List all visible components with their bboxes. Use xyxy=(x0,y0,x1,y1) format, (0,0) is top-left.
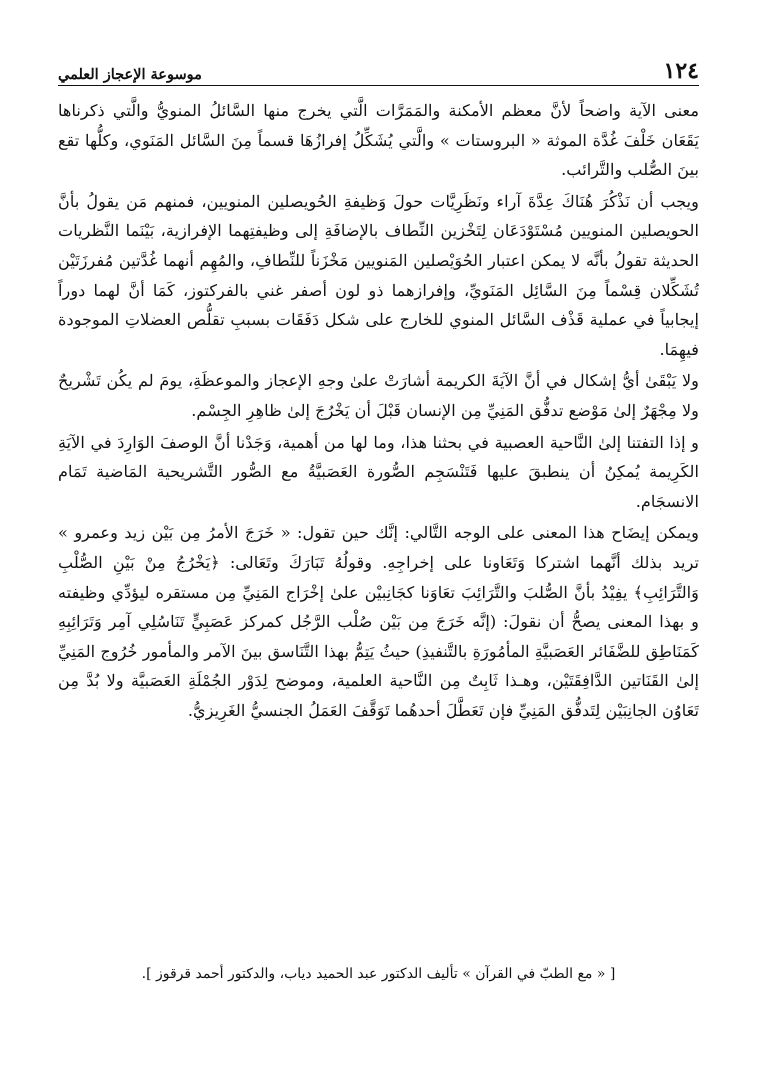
paragraph-5: ويمكن إيضَاح هذا المعنى على الوجه التَّالي: إنَّك حين تقول: « خَرَجَ الأمرُ مِن بَيْن زيد وعمرو » تريد بذلك أنَّهما اشتركا وَتَعَاونا على إخراجِهِ. وقولُهُ تَبَارَكَ وتَعَالى: ﴿يَخْرُجُ مِنْ بَيْنِ الصُّلْبِ وَالتَّرَائِبِ﴾ يفِيْدُ بأنَّ الصُّلبَ والتَّرَائِبَ تعَاوَنا كجَانِبيْن علىٰ إخْرَاج المَنِيِّ مِن مستقره ليؤدِّي وظيفته و بهذا المعنى يصحُّ أن نقولَ: (إنَّه خَرَجَ مِن بَيْن صُلْب الرَّجُل كمركز عَصَبِيٍّ تَنَاسُلِي آمِر وَتَرَائِبِهِ كَمَنَاطِق للضَّفَائر العَصَبيَّةِ المأمُورَةِ بالتَّنفيذِ) حيثُ يَتِمُّ بهذا التَّنَاسق بينَ الآمر والمأمور خُرُوج المَنِيِّ إلىٰ القَنَاتين الدَّافِقَتَيْن، وهـذا ثَابِتٌ مِن النَّاحية العلمية، وموضح لِدَوْر الجُمْلَةِ العَصَبيَّة ولا بُدَّ مِن تَعَاوُن الجانِبَيْن لِتَدفُّق المَنِيِّ فإن تَعَطَّلَ أحدهُما تَوَقَّفَ العَمَلُ الجنسيُّ الغَرِيزيُّ. xyxy=(58,523,699,720)
paragraph-1: معنى الآية واضحاً لأنَّ معظم الأمكنة والمَمَرَّات الَّتي يخرج منها السَّائلُ المنويُّ والَّتي ذكرناها يَقَعَان خَلْفَ غُدَّة الموثة « البروستات » والَّتي يُشَكِّلُ إفرازُهَا قسماً مِنَ السَّائل المَنَوي، وكلُّها تقع بينَ الصُّلب والتَّرائب. xyxy=(58,101,699,180)
running-title: موسوعة الإعجاز العلمي xyxy=(58,65,202,83)
page-header xyxy=(58,52,699,86)
paragraph-4: و إذا التفتنا إلىٰ النَّاحية العصبية في بحثنا هذا، وما لها من أهمية، وَجَدْنا أنَّ الوصفَ الوَارِدَ في الآيَةِ الكَرِيمة يُمكِنُ أن ينطبقَ عليها فَتَنْسَجِم الصُّورة العَصَبيَّةُ مع الصُّور التَّشريحية المَاضية تَمَام الانسجَام. xyxy=(58,432,699,511)
body-text xyxy=(58,96,699,725)
page-number: ١٢٤ xyxy=(663,58,699,84)
paragraph-2: ويجب أن نَذْكُرَ هُنَاكَ عِدَّةَ آراء ونَظَرِيَّات حولَ وَظيفةِ الحُويصلين المنويين، فمنهم مَن يقولُ بأنَّ الحويصلين المنويين مُسْتَوْدَعَان لِتَخْزين النِّطاف بالإضافَةِ إلى وظيفتِهما الإفرازية، بَيْنَما النَّظريات الحديثة تقولُ بأنَّه لا يمكن اعتبار الحُوَيْصلين المَنويين مَخْزَناً للنِّطافِ، والمُهِم أنهما غُدَّتين مُفرزَتَيْن تُشَكِّلان قِسْماً مِنَ السَّائِل المَنَويِّ، وإفرازهما ذو لون أصفر غني بالفركتوز، كَمَا أنَّ لهما دوراً إيجابياً في عملية قَذْف السَّائل المنوي للخارج على شكل دَفَقَات بسببِ تقلُّص العضلاتِ الموجودة فيهِمَا. xyxy=(58,191,699,359)
paragraph-3: ولا يَبْقَىٰ أيُّ إشكال في أنَّ الآيَةَ الكريمة أشارَتْ علىٰ وجهِ الإعجاز والموعظَةِ، يومَ لم يكُن تَشْريحٌ ولا مِجْهَرٌ إلىٰ مَوْضع تدفُّق المَنِيِّ مِن الإنسان قَبْلَ أن يَخْرُجَ إلىٰ ظاهِرِ الجِسْم. xyxy=(58,371,699,420)
source-citation: [ « مع الطبّ في القرآن » تأليف الدكتور عبد الحميد دياب، والدكتور أحمد قرقوز ]. xyxy=(141,966,616,982)
